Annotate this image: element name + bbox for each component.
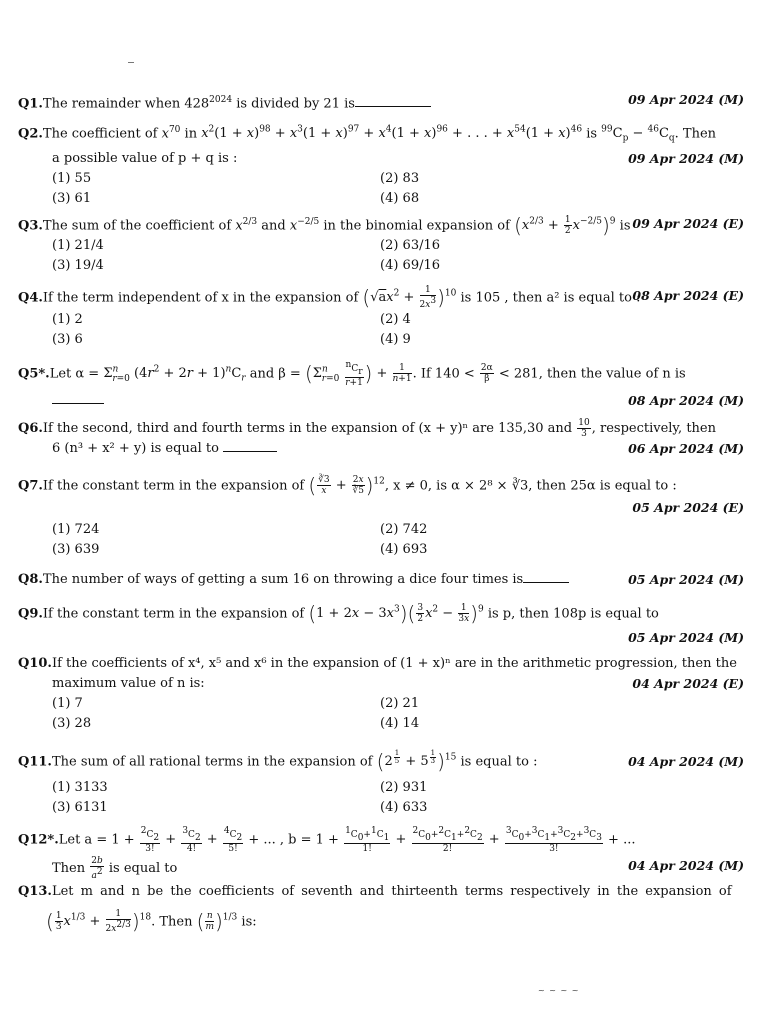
option-1[interactable]: (1) 7 [52, 696, 83, 711]
q6-fraction: $\frac{10}{3}$ [578, 418, 590, 439]
question-2: Q2.The coefficient of $x^{70}$ in $x^2(1 + x)^{98} + x^3(1 + x)^{97} + x^4(1 + x)^{96}$ + . . . + $x^{54}(1 + x)^{46}$ is $^{99}C_p - ^{46}C_q$. Then a possible value of p + q is : 09 Apr 2024 (M) (1) 55 (2) 83 (3) 61 (4) 68 [18, 120, 744, 209]
option-1[interactable]: (1) 724 [52, 522, 100, 538]
question-8: Q8.The number of ways of getting a sum 16 on throwing a dice four times is 05 Apr 2024 (M) [18, 570, 744, 590]
exam-date: 05 Apr 2024 (M) [628, 630, 744, 646]
exam-date: 09 Apr 2024 (E) [632, 216, 744, 231]
q2-line2: a possible value of p + q is : [52, 150, 238, 166]
option-3[interactable]: (3) 28 [52, 716, 92, 731]
q6-line2: 6 (n³ + x² + y) is equal to [52, 441, 219, 456]
question-5: Q5*.Let $\alpha = \Sigma^n_{r=0}$ $(4r^2 + 2r + 1)^nC_r$ and $\beta = (\Sigma^n_{r=0}$ $\frac{^nC_r}{r+1}$ ) + $\frac{1}{n+1}$ . If 140 < $\frac{2\alpha}{\beta}$ < 281, then the value of n is 08 Apr 2024 (M) [18, 360, 744, 411]
question-7: Q7.If the constant term in the expansion of ( $\frac{∛3}{x}$ + $\frac{2x}{∛5}$ )$^{12}$, x ≠ 0, is α × 2⁸ × ∛3, then 25α is equal to : 05 Apr 2024 (E) (1) 724 (2) 742 (3) 639 (4) 693 [18, 472, 744, 560]
option-1[interactable]: (1) 21/4 [52, 238, 104, 254]
exam-date: 04 Apr 2024 (E) [632, 676, 744, 691]
q13-expr: ( $\frac{1}{3}$ $x^{1/3}$ + $\frac{1}{2x^{2/3}}$ )$^{18}$ [46, 909, 152, 935]
question-4: Q4.If the term independent of x in the expansion of ($√ax^2$ + $\frac{1}{2x^3}$ )$^{10}$ is 105 , then a² is equal to : 08 Apr 2024 (E) (1) 2 (2) 4 (3) 6 (4) 9 [18, 284, 744, 350]
exam-date: 05 Apr 2024 (E) [632, 500, 744, 516]
option-4[interactable]: (4) 693 [380, 542, 428, 558]
option-2[interactable]: (2) 83 [380, 170, 420, 186]
option-2[interactable]: (2) 931 [380, 780, 428, 796]
answer-blank[interactable] [52, 391, 104, 404]
q4-expr: ($√ax^2$ + $\frac{1}{2x^3}$ )$^{10}$ [362, 285, 457, 311]
answer-blank[interactable] [355, 94, 431, 107]
exam-date: 08 Apr 2024 (M) [628, 393, 744, 408]
q5-ratio: $\frac{2\alpha}{\beta}$ [480, 363, 493, 385]
question-10: Q10.If the coefficients of x⁴, x⁵ and x⁶ in the expansion of (1 + x)ⁿ are in the arithmetic progression, then the maximum value of n is: 04 Apr 2024 (E) (1) 7 (2) 21 (3) 28 (4) 14 [18, 654, 744, 734]
option-1[interactable]: (1) 2 [52, 312, 83, 328]
q1-text-a: The remainder when 428 [42, 96, 210, 112]
q2-series: $x^2(1 + x)^{98} + x^3(1 + x)^{97} + x^4(1 + x)^{96}$ + . . . + $x^{54}(1 + x)^{46}$ [201, 125, 583, 142]
q5-alpha-expr: $\Sigma^n_{r=0}$ $(4r^2 + 2r + 1)^nC_r$ [103, 365, 246, 384]
q7-expr: ( $\frac{∛3}{x}$ + $\frac{2x}{∛5}$ )$^{12}$ [308, 473, 385, 498]
option-2[interactable]: (2) 742 [380, 522, 428, 538]
exam-date: 04 Apr 2024 (M) [628, 857, 744, 873]
option-3[interactable]: (3) 639 [52, 542, 100, 558]
q2-expr: $^{99}C_p - ^{46}C_q$ [601, 125, 675, 144]
q13-ratio: ( $\frac{n}{m}$ )$^{1/3}$ [196, 909, 238, 934]
question-6: Q6.If the second, third and fourth terms in the expansion of (x + y)ⁿ are 135,30 and $\frac{10}{3}$ , respectively, then 6 (n³ + x² + y) is equal to 06 Apr 2024 (M) [18, 418, 744, 459]
q11-expr: (2 $^{\frac{1}{5}}$ + 5 $^{\frac{1}{3}}$ )$^{15}$ [376, 749, 457, 774]
option-2[interactable]: (2) 21 [380, 696, 420, 711]
q1-exponent: 2024 [209, 95, 233, 105]
exam-date: 09 Apr 2024 (M) [628, 150, 744, 166]
q12-a-series: $\frac{^2C_2}{3!}$ + $\frac{^3C_2}{4!}$ + $\frac{^4C_2}{5!}$ [140, 826, 243, 854]
exam-date: 04 Apr 2024 (M) [628, 754, 744, 769]
q9-expr: $(1 + 2x - 3x^3)$( $\frac{3}{2}$ $x^2$ − $\frac{1}{3x}$ )$^9$ [308, 601, 484, 626]
q1-text-b: is divided by 21 is [232, 96, 355, 112]
question-12: Q12*.Let a = 1 + $\frac{^2C_2}{3!}$ + $\frac{^3C_2}{4!}$ + $\frac{^4C_2}{5!}$ + ... , b = 1 + $\frac{^1C_0+^1C_1}{1!}$ + $\frac{^2C_0+^2C_1+^2C_2}{2!}$ + $\frac{^3C_0+^3C_1+^3C_2+^3C_3}{3!}$ + ... Then $\frac{2b}{a^2}$ is equal to 04 Apr 2024 (M) [18, 826, 744, 881]
option-4[interactable]: (4) 69/16 [380, 258, 441, 274]
option-2[interactable]: (2) 4 [380, 312, 411, 328]
option-3[interactable]: (3) 6131 [52, 800, 108, 816]
option-4[interactable]: (4) 9 [380, 332, 411, 348]
q10-line2: maximum value of n is: [52, 676, 205, 691]
option-4[interactable]: (4) 68 [380, 190, 420, 206]
scan-mark [128, 62, 134, 63]
option-4[interactable]: (4) 14 [380, 716, 420, 731]
question-11: Q11.The sum of all rational terms in the expansion of (2 $^{\frac{1}{5}}$ + 5 $^{\frac{1}{3}}$ )$^{15}$ is equal to : 04 Apr 2024 (M) (1) 3133 (2) 931 (3) 6131 (4) 633 [18, 748, 744, 818]
exam-date: 05 Apr 2024 (M) [628, 572, 744, 587]
exam-date: 06 Apr 2024 (M) [628, 441, 744, 456]
scan-artifact: ~ ~ ~ ~ [538, 986, 580, 995]
option-1[interactable]: (1) 3133 [52, 780, 108, 796]
question-3: Q3.The sum of the coefficient of $x^{2/3}$ and $x^{-2/5}$ in the binomial expansion of ($x^{2/3}$ + $\frac{1}{2}$ $x^{-2/5})^9$ is 09 Apr 2024 (E) (1) 21/4 (2) 63/16 (3) 19/4 (4) 69/16 [18, 212, 744, 276]
option-2[interactable]: (2) 63/16 [380, 238, 441, 254]
question-9: Q9.If the constant term in the expansion of $(1 + 2x - 3x^3)$( $\frac{3}{2}$ $x^2$ − $\frac{1}{3x}$ )$^9$ is p, then 108p is equal to 05 Apr 2024 (M) [18, 600, 744, 644]
answer-blank[interactable] [223, 439, 277, 452]
option-3[interactable]: (3) 61 [52, 190, 92, 206]
q5-beta-expr: ($\Sigma^n_{r=0}$ $\frac{^nC_r}{r+1}$ ) + $\frac{1}{n+1}$ [304, 360, 412, 388]
question-13: Q13.Let m and n be the coefficients of seventh and thirteenth terms respectively in the expansion of ( $\frac{1}{3}$ $x^{1/3}$ + $\frac{1}{2x^{2/3}}$ )$^{18}$. Then ( $\frac{n}{m}$ )$^{1/3}$ is: [18, 884, 732, 935]
q12-ratio: $\frac{2b}{a^2}$ [91, 855, 103, 881]
exam-date: 09 Apr 2024 (M) [628, 92, 744, 107]
exam-date: 08 Apr 2024 (E) [632, 288, 744, 303]
option-4[interactable]: (4) 633 [380, 800, 428, 816]
question-1: Q1.The remainder when $428^{2024}$ is divided by 21 is 09 Apr 2024 (M) [18, 92, 744, 112]
q12-b-series: $\frac{^1C_0+^1C_1}{1!}$ + $\frac{^2C_0+^2C_1+^2C_2}{2!}$ + $\frac{^3C_0+^3C_1+^3C_2+^3C_3}{3!}$ [345, 826, 602, 854]
option-1[interactable]: (1) 55 [52, 170, 92, 186]
q3-expr: ($x^{2/3}$ + $\frac{1}{2}$ $x^{-2/5})^9$ [514, 213, 616, 238]
option-3[interactable]: (3) 6 [52, 332, 83, 348]
answer-blank[interactable] [523, 570, 569, 583]
option-3[interactable]: (3) 19/4 [52, 258, 104, 274]
